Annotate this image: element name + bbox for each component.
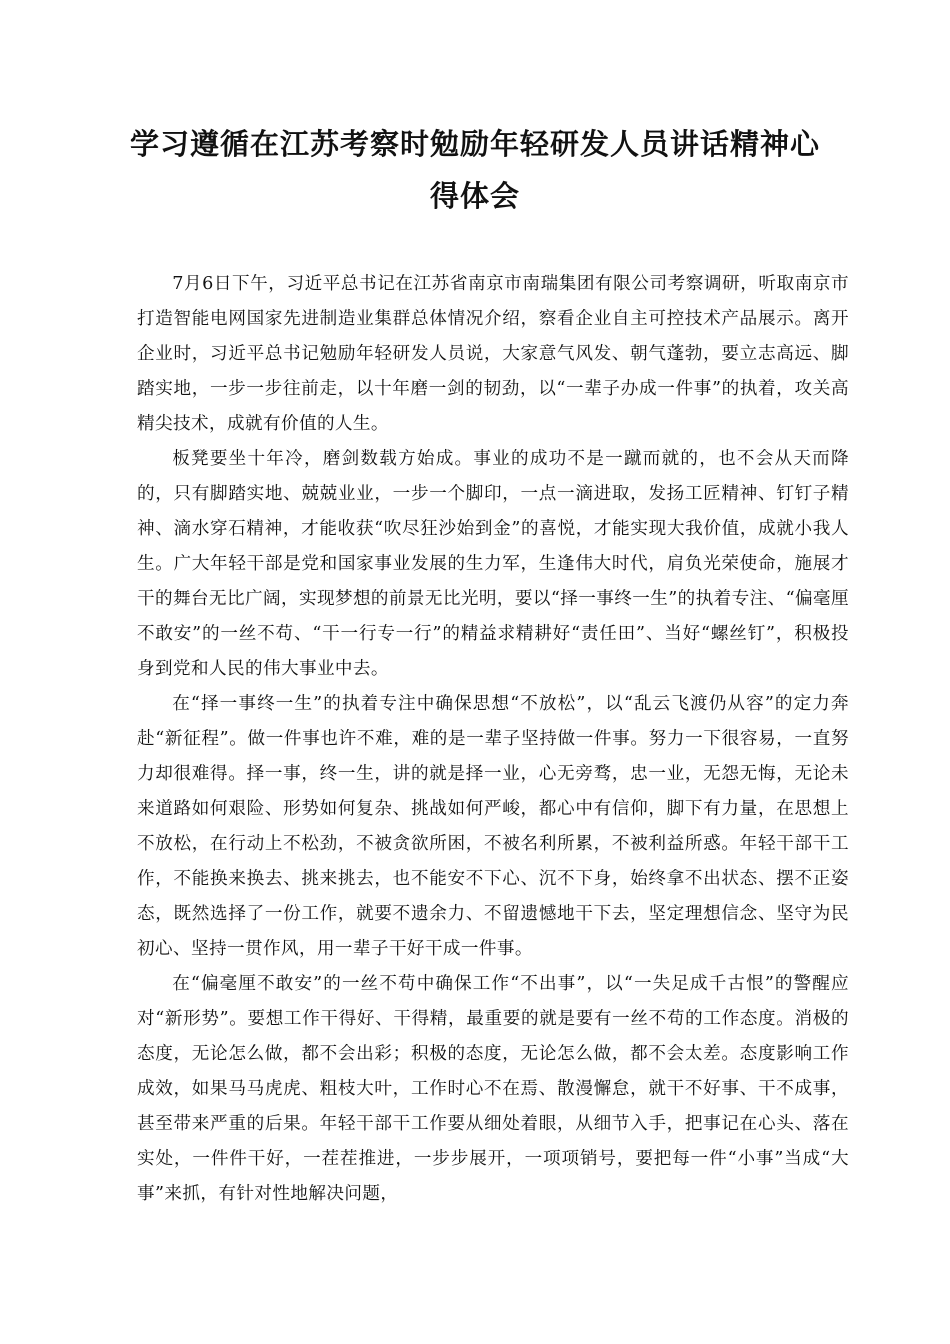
document-title: 学习遵循在江苏考察时勉励年轻研发人员讲话精神心得体会 (129, 127, 820, 213)
document-body (137, 267, 849, 1212)
paragraph-3: 在“择一事终一生”的执着专注中确保思想“不放松”，以“乱云飞渡仍从容”的定力奔赴“新征程”。做一件事也许不难，难的是一辈子坚持做一件事。努力一下很容易，一直努力却很难得。择一事，终一生，讲的就是择一业，心无旁骛，忠一业，无怨无悔，无论未来道路如何艰险、形势如何复杂、挑战如何严峻，都心中有信仰，脚下有力量，在思想上不放松，在行动上不松劲，不被贪欲所困，不被名利所累，不被利益所惑。年轻干部干工作，不能换来换去、挑来挑去，也不能安不下心、沉不下身，始终拿不出状态、摆不正姿态，既然选择了一份工作，就要不遗余力、不留遗憾地干下去，坚定理想信念、坚守为民初心、坚持一贯作风，用一辈子干好干成一件事。 (137, 694, 849, 959)
paragraph-4: 在“偏毫厘不敢安”的一丝不苟中确保工作“不出事”，以“一失足成千古恨”的警醒应对“新形势”。要想工作干得好、干得精，最重要的就是要有一丝不苟的工作态度。消极的态度，无论怎么做，都不会出彩；积极的态度，无论怎么做，都不会太差。态度影响工作成效，如果马马虎虎、粗枝大叶，工作时心不在焉、散漫懈怠，就干不好事、干不成事，甚至带来严重的后果。年轻干部干工作要从细处着眼，从细节入手，把事记在心头、落在实处，一件件干好，一茬茬推进，一步步展开，一项项销号，要把每一件“小事”当成“大事”来抓，有针对性地解决问题， (137, 974, 849, 1204)
paragraph-2: 板凳要坐十年冷，磨剑数载方始成。事业的成功不是一蹴而就的，也不会从天而降的，只有脚踏实地、兢兢业业，一步一个脚印，一点一滴进取，发扬工匠精神、钉钉子精神、滴水穿石精神，才能收获“吹尽狂沙始到金”的喜悦，才能实现大我价值，成就小我人生。广大年轻干部是党和国家事业发展的生力军，生逢伟大时代，肩负光荣使命，施展才干的舞台无比广阔，实现梦想的前景无比光明，要以“择一事终一生”的执着专注、“偏毫厘不敢安”的一丝不苟、“干一行专一行”的精益求精耕好“责任田”、当好“螺丝钉”，积极投身到党和人民的伟大事业中去。 (137, 449, 849, 679)
paragraph-1: 7月6日下午，习近平总书记在江苏省南京市南瑞集团有限公司考察调研，听取南京市打造智能电网国家先进制造业集群总体情况介绍，察看企业自主可控技术产品展示。离开企业时，习近平总书记勉励年轻研发人员说，大家意气风发、朝气蓬勃，要立志高远、脚踏实地，一步一步往前走，以十年磨一剑的韧劲，以“一辈子办成一件事”的执着，攻关高精尖技术，成就有价值的人生。 (137, 274, 849, 434)
